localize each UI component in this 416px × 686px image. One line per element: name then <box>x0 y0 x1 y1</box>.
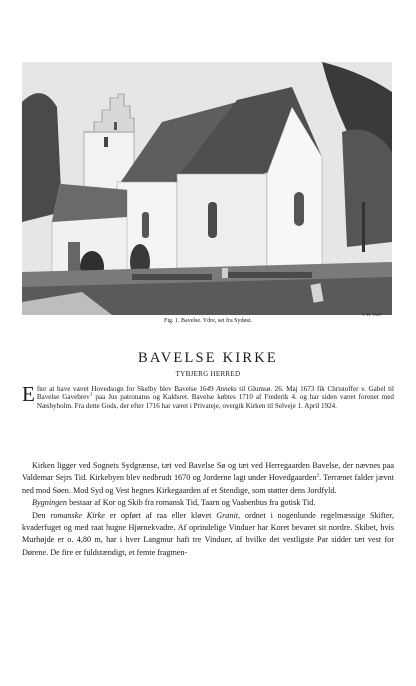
photo-credit: V. H. 1929 <box>362 312 382 317</box>
footnote-ref-1: 1 <box>89 393 93 399</box>
paragraph-romanesque-c: ordnet i nogenlunde regelmæssige Skifter, kvaderfuget og med raat hugne Hjørnekvadre. Af oprindelige Vinduer har Koret bevaret sit nordre. Skibet, hvis Murhøjde er o. 4,80 m, har i hver Langmur haft tre Vinduer, af hvilke det vestligste Par sidder tæt vest for Dørene. De fire er fuldstændigt, et femte fragmen- <box>22 510 394 557</box>
history-text-b: til Glumsø. 26. Maj 1673 fik Christoffer v. Gabel til Bavelse Gavebrev <box>36 385 394 402</box>
history-anneks: Anneks <box>216 385 237 393</box>
figure-caption: Fig. 1. Bavelse. Ydre, set fra Sydøst. <box>164 318 252 324</box>
drop-cap: E <box>22 382 35 406</box>
term-bygningen: Bygningen <box>32 498 68 508</box>
body-text <box>22 460 394 559</box>
history-text-a: fter at have været Hovedsogn for Skelby blev Bavelse 1649 <box>36 385 217 393</box>
term-granit: Granit, <box>216 510 241 520</box>
paragraph-location-b: . Terrænet falder jævnt ned mod Søen. Mod Syd og Vest hegnes Kirkegaarden af et Stendige, som støtter dens Jordfyld. <box>22 473 394 495</box>
article-title: BAVELSE KIRKE <box>138 350 278 366</box>
paragraph-building-text: bestaar af Kor og Skib fra romansk Tid, Taarn og Vaabenhus fra gotisk Tid. <box>67 498 316 508</box>
term-romanske-kirke: romanske Kirke <box>50 510 105 520</box>
paragraph-location-a: Kirken ligger ved Sognets Sydgrænse, tæt ved Bavelse Sø og tæt ved Herregaarden Bavelse, der nævnes paa Valdemar Sejrs Tid. Kirkebyen blev nedbrudt 1670 og Jorderne lagt under Hovedgaarden <box>22 461 394 483</box>
paragraph-romanesque-a: Den <box>32 510 51 520</box>
church-photograph <box>22 62 392 315</box>
history-paragraph <box>22 382 394 410</box>
paragraph-location <box>22 460 394 497</box>
history-text-c: paa Jus patronatus og Kaldsret. Bavelse købtes 1710 af Frederik 4. og har siden været forenet med Næsbyholm. Fra dette Gods, der efter 1716 har været i Privateje, overgik Kirken til Selveje 1. April 1924. <box>36 393 394 410</box>
footnote-ref-2: 2 <box>316 473 320 479</box>
paragraph-building <box>22 497 394 509</box>
paragraph-romanesque <box>22 510 394 560</box>
article-subtitle: TYBJERG HERRED <box>175 370 241 378</box>
paragraph-romanesque-b: er opført af raa eller kløvet <box>104 510 217 520</box>
